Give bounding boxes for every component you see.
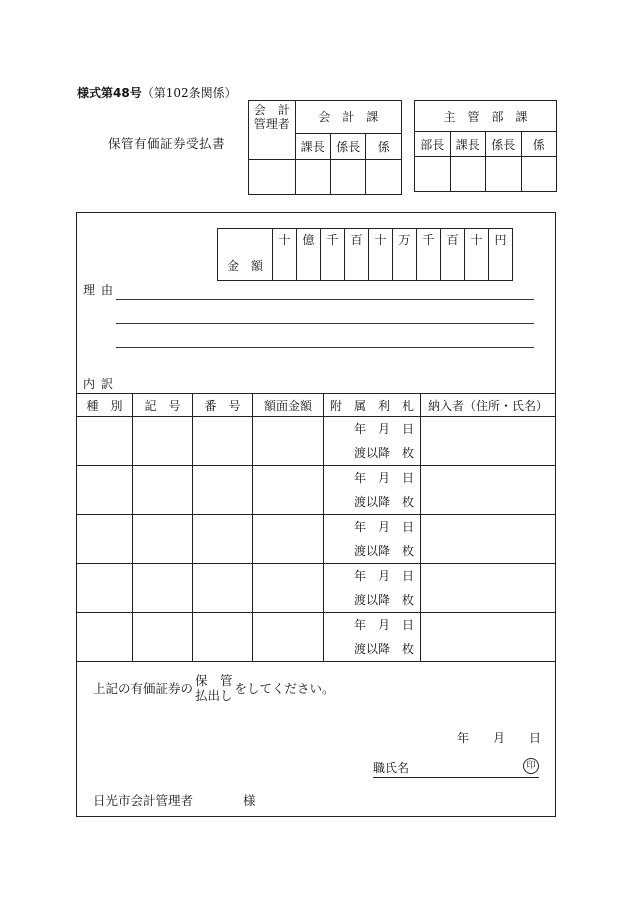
- cell-number[interactable]: [193, 613, 253, 662]
- role-section-chief: 課長: [450, 132, 486, 157]
- cell-attached-coupons[interactable]: 年 月 日 渡以降 枚: [324, 466, 421, 515]
- header-type: 種 別: [77, 394, 133, 417]
- stamp-box-department: [414, 100, 557, 192]
- month-label: 月: [493, 731, 506, 745]
- digit-cell[interactable]: 百: [441, 229, 465, 281]
- cell-attached-coupons[interactable]: 年 月 日 渡以降 枚: [324, 564, 421, 613]
- cell-symbol[interactable]: [133, 564, 193, 613]
- year-label: 年: [457, 731, 470, 745]
- role-staff: 係: [366, 133, 402, 159]
- role-section-chief: 課長: [295, 133, 330, 159]
- amount-label: 金 額: [218, 229, 273, 281]
- header-number: 番 号: [193, 394, 253, 417]
- seal-cell-staff[interactable]: [521, 157, 557, 192]
- role-subsection-chief: 係長: [331, 133, 366, 159]
- seal-mark: 印: [523, 758, 539, 774]
- amount-table: [217, 228, 513, 281]
- cell-type[interactable]: [77, 564, 133, 613]
- seal-cell-section-chief[interactable]: [450, 157, 486, 192]
- seal-cell-department-head[interactable]: [415, 157, 451, 192]
- form-number-label: 様式第48号: [77, 86, 142, 100]
- digit-cell[interactable]: 十: [465, 229, 489, 281]
- digit-cell[interactable]: 千: [417, 229, 441, 281]
- reason-line[interactable]: [116, 347, 534, 348]
- option-keep[interactable]: 保 管: [195, 673, 233, 688]
- detail-table: [76, 393, 556, 662]
- cell-face-value[interactable]: [253, 564, 324, 613]
- stamp-box-accounting: [248, 100, 402, 195]
- cell-number[interactable]: [193, 515, 253, 564]
- cell-number[interactable]: [193, 564, 253, 613]
- cell-type[interactable]: [77, 466, 133, 515]
- document-title: 保管有価証券受払書: [108, 136, 226, 151]
- date-line[interactable]: [457, 729, 541, 746]
- cell-payer[interactable]: [421, 417, 556, 466]
- cell-face-value[interactable]: [253, 613, 324, 662]
- digit-cell[interactable]: 百: [345, 229, 369, 281]
- cell-number[interactable]: [193, 417, 253, 466]
- cell-symbol[interactable]: [133, 466, 193, 515]
- cell-type[interactable]: [77, 417, 133, 466]
- digit-cell[interactable]: 円: [489, 229, 513, 281]
- cell-symbol[interactable]: [133, 515, 193, 564]
- role-subsection-chief: 係長: [486, 132, 522, 157]
- accounting-manager-header: 会 計 管理者: [249, 101, 296, 160]
- request-sentence: [93, 673, 335, 703]
- cell-payer[interactable]: [421, 564, 556, 613]
- cell-symbol[interactable]: [133, 417, 193, 466]
- seal-cell-accounting-manager[interactable]: [249, 160, 296, 195]
- digit-cell[interactable]: 十: [273, 229, 297, 281]
- form-number-relation: （第102条関係）: [141, 86, 237, 100]
- role-staff: 係: [521, 132, 557, 157]
- option-pay-out[interactable]: 払出し: [195, 688, 233, 703]
- role-department-head: 部長: [415, 132, 451, 157]
- seal-cell-staff[interactable]: [366, 160, 402, 195]
- table-row: [77, 515, 556, 564]
- cell-number[interactable]: [193, 466, 253, 515]
- digit-cell[interactable]: 千: [321, 229, 345, 281]
- reason-line[interactable]: [116, 299, 534, 300]
- addressee: 日光市会計管理者 様: [93, 793, 256, 808]
- day-label: 日: [529, 731, 542, 745]
- digit-cell[interactable]: 億: [297, 229, 321, 281]
- cell-attached-coupons[interactable]: 年 月 日 渡以降 枚: [324, 613, 421, 662]
- digit-cell[interactable]: 万: [393, 229, 417, 281]
- seal-cell-section-chief[interactable]: [295, 160, 330, 195]
- detail-label: 内訳: [83, 377, 120, 391]
- header-face-value: 額面金額: [253, 394, 324, 417]
- department-section-title: 主 管 部 課: [415, 101, 557, 132]
- cell-attached-coupons[interactable]: 年 月 日 渡以降 枚: [324, 515, 421, 564]
- cell-face-value[interactable]: [253, 466, 324, 515]
- table-row: [77, 564, 556, 613]
- reason-label: 理由: [83, 283, 120, 297]
- request-choice[interactable]: [195, 673, 233, 703]
- table-row: [77, 613, 556, 662]
- cell-type[interactable]: [77, 515, 133, 564]
- request-suffix: をしてください。: [234, 681, 335, 696]
- signer-label: 職氏名: [373, 761, 410, 775]
- header-attached-coupons: 附 属 利 札: [324, 394, 421, 417]
- seal-cell-subsection-chief[interactable]: [331, 160, 366, 195]
- table-row: [77, 417, 556, 466]
- digit-cell[interactable]: 十: [369, 229, 393, 281]
- cell-face-value[interactable]: [253, 417, 324, 466]
- cell-payer[interactable]: [421, 613, 556, 662]
- reason-line[interactable]: [116, 323, 534, 324]
- cell-type[interactable]: [77, 613, 133, 662]
- table-row: [77, 466, 556, 515]
- cell-symbol[interactable]: [133, 613, 193, 662]
- accounting-section-title: 会 計 課: [295, 101, 401, 134]
- header-symbol: 記 号: [133, 394, 193, 417]
- request-prefix: 上記の有価証券の: [93, 681, 194, 696]
- seal-cell-subsection-chief[interactable]: [486, 157, 522, 192]
- cell-face-value[interactable]: [253, 515, 324, 564]
- cell-payer[interactable]: [421, 515, 556, 564]
- signer-field[interactable]: [373, 759, 539, 778]
- cell-payer[interactable]: [421, 466, 556, 515]
- header-payer: 納入者（住所・氏名）: [421, 394, 556, 417]
- cell-attached-coupons[interactable]: 年 月 日 渡以降 枚: [324, 417, 421, 466]
- form-number: [77, 84, 237, 101]
